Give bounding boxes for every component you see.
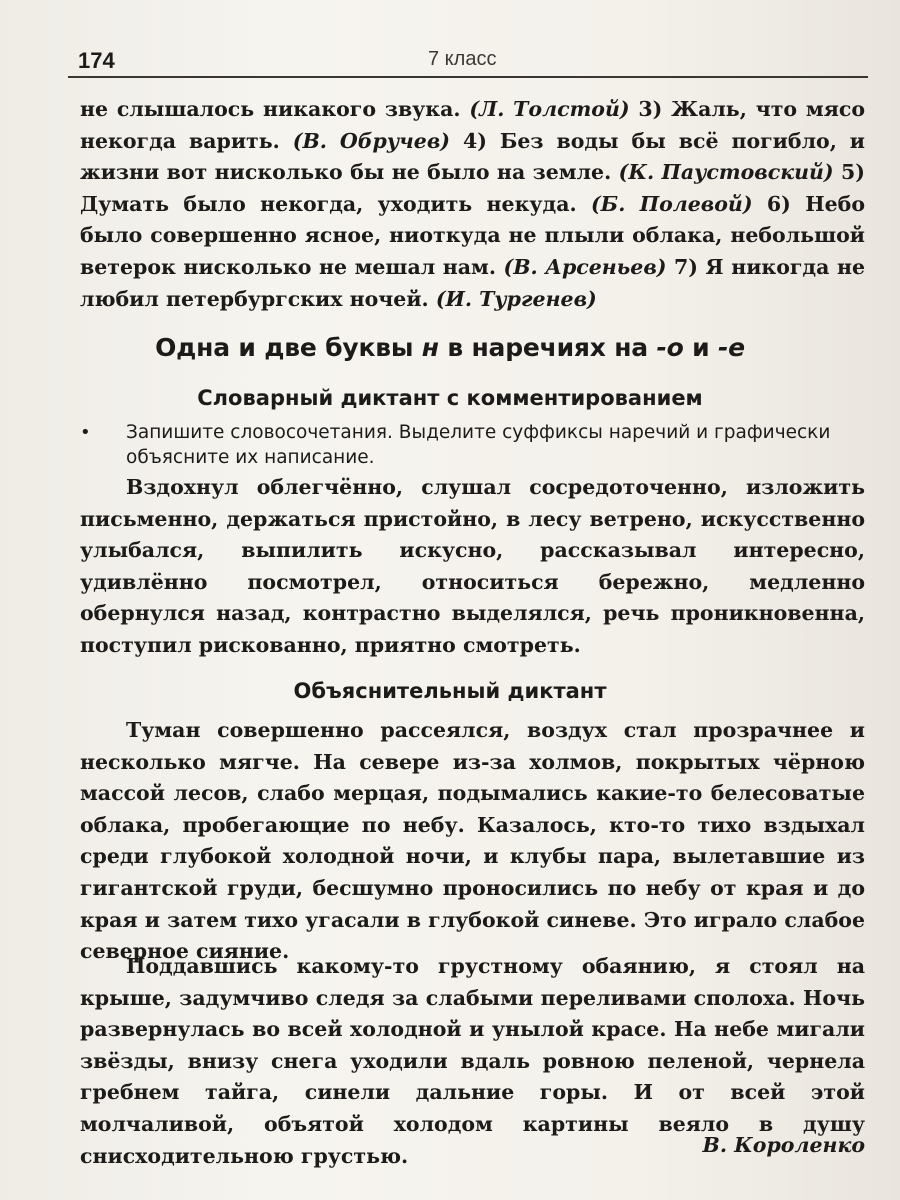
- dictation-paragraph: [80, 715, 865, 968]
- page-header: [68, 42, 868, 78]
- page-number: 174: [78, 48, 115, 73]
- author-citation: (Л. Толстой): [469, 97, 630, 121]
- heading-letter: н: [421, 333, 439, 362]
- author-citation: (Б. Полевой): [590, 191, 753, 216]
- author-citation: (И. Тургенев): [435, 286, 597, 311]
- paragraph-text: Туман совершенно рассеялся, воздух стал прозрачнее и несколько мягче. На севере из-за холмов, покрытых чёрною массой лесов, слабо мерцая, подымались какие-то белесоватые облака, пробегающие по небу. Казалось, кто-то тихо вздыхал среди глубокой холодной ночи, и клубы пара, вылетавшие из гигантской груди, бесшумно проносились по небу от края и до края и затем тихо угасали в глубокой синеве. Это играло слабое северное сияние.: [80, 718, 865, 964]
- author-signature: В. Короленко: [702, 1133, 865, 1157]
- author-citation: (К. Паустовский): [618, 160, 834, 185]
- section-heading: [0, 333, 900, 362]
- author-citation: (В. Обручев): [292, 128, 450, 153]
- heading-part: в наречиях на: [438, 333, 657, 362]
- sentence-text: 5) Думать было некогда, уходить некуда.: [80, 160, 866, 216]
- heading-part: Одна и две буквы: [155, 333, 422, 362]
- author-citation: (В. Арсеньев): [503, 254, 667, 279]
- paragraph-text: Поддавшись какому-то грустному обаянию, я стоял на крыше, задумчиво следя за слабыми переливами сполоха. Ночь развернулась во всей холодной и унылой красе. На небе мигали звёзды, внизу снега уходили вдаль ровною пеленой, чернела гребнем тайга, синели дальние горы. И от всей этой молчаливой, объятой холодом картины веяло в душу снисходительною грустью.: [80, 954, 865, 1168]
- heading-part: и: [683, 333, 718, 362]
- dictation-heading: Объяснительный диктант: [293, 679, 607, 703]
- bullet-icon: •: [80, 422, 91, 443]
- sentence-text: 3) Жаль, что мясо некогда варить.: [80, 97, 866, 153]
- heading-suffix: -о: [656, 333, 684, 362]
- dictation-heading: Словарный диктант с комментированием: [197, 386, 703, 410]
- heading-suffix: -е: [717, 333, 745, 362]
- exercise-continuation-paragraph: [80, 94, 865, 315]
- sentence-text: 7) Я никогда не любил петербургских ночей.: [80, 254, 865, 311]
- word-list: Вздохнул облегчённо, слушал сосредоточенно, изложить письменно, держаться пристойно, в лесу ветрено, искусственно улыбался, выпилить искусно, рассказывал интересно, удивлённо посмотрел, относиться бережно, медленно обернулся назад, контрастно выделялся, речь проникновенна, поступил рискованно, приятно смотреть.: [80, 475, 865, 657]
- task-instruction: [80, 420, 865, 470]
- sentence-text: не слышалось никакого звука.: [80, 97, 470, 121]
- sentence-text: 4) Без воды бы всё погибло, и жизни вот нисколько бы не было на земле.: [80, 128, 865, 185]
- dictation-text: [80, 472, 865, 662]
- task-text: Запишите словосочетания. Выделите суффиксы наречий и графически объясните их написание.: [126, 422, 831, 468]
- running-title: 7 класс: [428, 48, 497, 70]
- sentence-text: 6) Небо было совершенно ясное, ниоткуда не плыли облака, небольшой ветерок нисколько не мешал нам.: [80, 191, 866, 279]
